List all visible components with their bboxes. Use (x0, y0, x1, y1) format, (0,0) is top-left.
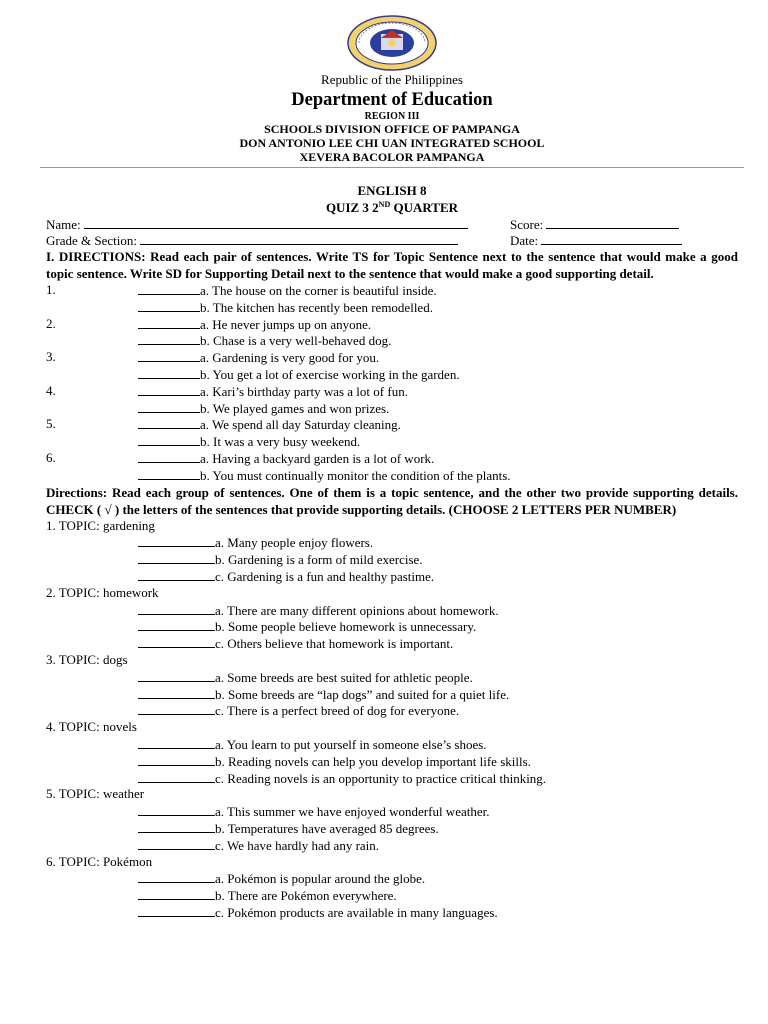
sentence-text: a. Kari’s birthday party was a lot of fun. (200, 383, 408, 399)
sentence-text: b. Gardening is a form of mild exercise. (215, 552, 423, 568)
answer-blank[interactable] (138, 450, 200, 463)
part2-list (46, 518, 738, 921)
sentence-option (138, 602, 499, 620)
school-address: XEVERA BACOLOR PAMPANGA (299, 150, 485, 164)
part1-item-row (46, 400, 738, 417)
part1-list (46, 282, 738, 484)
sentence-option (138, 568, 434, 586)
check-blank[interactable] (138, 551, 215, 564)
item-number: 6. (46, 449, 56, 465)
check-blank[interactable] (138, 602, 215, 615)
part2-option-row (46, 686, 738, 703)
check-blank[interactable] (138, 618, 215, 631)
sentence-option (138, 753, 531, 771)
part1-item-row (46, 316, 738, 333)
sentence-text: c. Pokémon products are available in many languages. (215, 904, 498, 920)
sentence-option (138, 416, 401, 434)
score-label: Score: (510, 217, 547, 232)
sentence-text: a. Having a backyard garden is a lot of work. (200, 450, 435, 466)
sentence-text: a. There are many different opinions about homework. (215, 602, 499, 618)
sentence-text: b. The kitchen has recently been remodelled. (200, 299, 433, 315)
sentence-text: a. Pokémon is popular around the globe. (215, 871, 426, 887)
check-blank[interactable] (138, 870, 215, 883)
check-blank[interactable] (138, 837, 215, 850)
sentence-option (138, 332, 391, 350)
sentence-text: a. Gardening is very good for you. (200, 350, 380, 366)
answer-blank[interactable] (138, 433, 200, 446)
sentence-option (138, 316, 371, 334)
sentence-text: b. Temperatures have averaged 85 degrees. (215, 820, 439, 836)
department-title: Department of Education (291, 90, 493, 110)
grade-section-blank[interactable] (140, 232, 458, 245)
topic-heading: 1. TOPIC: gardening (46, 517, 155, 533)
name-score-row (46, 216, 738, 232)
answer-blank[interactable] (138, 400, 200, 413)
sentence-text: c. Others believe that homework is important. (215, 636, 454, 652)
topic-heading: 6. TOPIC: Pokémon (46, 853, 153, 869)
check-blank[interactable] (138, 904, 215, 917)
topic-heading: 2. TOPIC: homework (46, 584, 159, 600)
answer-blank[interactable] (138, 299, 200, 312)
check-blank[interactable] (138, 736, 215, 749)
part2-option-row (46, 904, 738, 921)
sentence-option (138, 803, 489, 821)
part1-item-row (46, 383, 738, 400)
sentence-option (138, 887, 397, 905)
sentence-option (138, 770, 546, 788)
sentence-option (138, 349, 379, 367)
check-blank[interactable] (138, 568, 215, 581)
part1-item-row (46, 416, 738, 433)
part1-item-row (46, 282, 738, 299)
sentence-text: a. This summer we have enjoyed wonderful weather. (215, 804, 490, 820)
sentence-text: b. Some breeds are “lap dogs” and suited for a quiet life. (215, 686, 510, 702)
answer-blank[interactable] (138, 383, 200, 396)
sentence-text: a. You learn to put yourself in someone else’s shoes. (215, 736, 487, 752)
check-blank[interactable] (138, 770, 215, 783)
quiz-title: QUIZ 3 2ND QUARTER (325, 200, 459, 215)
sentence-text: a. He never jumps up on anyone. (200, 316, 372, 332)
sentence-option (138, 299, 433, 317)
sentence-option (138, 820, 439, 838)
answer-blank[interactable] (138, 416, 200, 429)
sentence-text: b. Some people believe homework is unnecessary. (215, 619, 477, 635)
answer-blank[interactable] (138, 282, 200, 295)
check-blank[interactable] (138, 534, 215, 547)
sentence-option (138, 400, 389, 418)
sentence-option (138, 383, 408, 401)
item-number: 3. (46, 349, 56, 365)
part2-option-row (46, 770, 738, 787)
name-blank[interactable] (84, 216, 468, 229)
part1-item-row (46, 299, 738, 316)
part2-option-row (46, 870, 738, 887)
part2-option-row (46, 534, 738, 551)
part2-option-row (46, 820, 738, 837)
part2-option-row (46, 736, 738, 753)
part1-directions: I. DIRECTIONS: Read each pair of sentences. Write TS for Topic Sentence next to the sentence that would make a good topic sentence. Write SD for Supporting Detail next to the sentence that would make a good supporting detail. (46, 249, 738, 281)
sentence-text: c. Reading novels is an opportunity to practice critical thinking. (215, 770, 547, 786)
part2-option-row (46, 837, 738, 854)
subject-title: ENGLISH 8 (357, 183, 427, 198)
check-blank[interactable] (138, 635, 215, 648)
answer-blank[interactable] (138, 349, 200, 362)
check-blank[interactable] (138, 702, 215, 715)
check-blank[interactable] (138, 887, 215, 900)
item-number: 1. (46, 282, 56, 297)
topic-heading: 3. TOPIC: dogs (46, 651, 128, 667)
division-text: SCHOOLS DIVISION OFFICE OF PAMPANGA (264, 122, 520, 136)
check-blank[interactable] (138, 803, 215, 816)
part2-option-row (46, 887, 738, 904)
sentence-option (138, 669, 473, 687)
sentence-text: b. It was a very busy weekend. (200, 434, 361, 450)
sentence-option (138, 450, 434, 468)
item-number: 4. (46, 382, 56, 398)
deped-seal-icon (345, 14, 439, 72)
topic-heading: 4. TOPIC: novels (46, 719, 137, 735)
sentence-text: a. We spend all day Saturday cleaning. (200, 417, 401, 433)
part2-option-row (46, 635, 738, 652)
sentence-option (138, 467, 511, 485)
sentence-text: b. We played games and won prizes. (200, 400, 390, 416)
part2-option-row (46, 602, 738, 619)
school-name: DON ANTONIO LEE CHI UAN INTEGRATED SCHOOL (239, 136, 545, 150)
sentence-text: b. You must continually monitor the condition of the plants. (200, 467, 511, 483)
quiz-page (46, 14, 738, 921)
check-blank[interactable] (138, 820, 215, 833)
part2-option-row (46, 803, 738, 820)
answer-blank[interactable] (138, 316, 200, 329)
sentence-option (138, 736, 487, 754)
part2-option-row (46, 753, 738, 770)
sentence-option (138, 618, 476, 636)
item-number: 5. (46, 416, 56, 432)
check-blank[interactable] (138, 753, 215, 766)
sentence-option (138, 433, 360, 451)
sentence-option (138, 904, 498, 922)
sentence-option (138, 551, 423, 569)
sentence-option (138, 686, 509, 704)
score-blank[interactable] (546, 216, 679, 229)
name-label: Name: (46, 217, 84, 232)
part2-option-row (46, 568, 738, 585)
sentence-text: c. There is a perfect breed of dog for everyone. (215, 703, 460, 719)
republic-text: Republic of the Philippines (321, 72, 463, 87)
sentence-text: c. Gardening is a fun and healthy pastime. (215, 568, 435, 584)
region-text: REGION III (364, 111, 420, 122)
sentence-text: b. You get a lot of exercise working in the garden. (200, 366, 460, 382)
part1-item-row (46, 366, 738, 383)
sentence-text: c. We have hardly had any rain. (215, 837, 380, 853)
check-blank[interactable] (138, 686, 215, 699)
check-blank[interactable] (138, 669, 215, 682)
sentence-option (138, 870, 425, 888)
answer-blank[interactable] (138, 332, 200, 345)
sentence-option (138, 837, 379, 855)
sentence-option (138, 282, 437, 300)
sentence-text: b. Chase is a very well-behaved dog. (200, 333, 392, 349)
sentence-text: a. Many people enjoy flowers. (215, 535, 374, 551)
part1-item-row (46, 467, 738, 484)
date-blank[interactable] (541, 232, 682, 245)
part2-option-row (46, 669, 738, 686)
sentence-option (138, 635, 453, 653)
topic-heading: 5. TOPIC: weather (46, 786, 145, 802)
sentence-option (138, 702, 459, 720)
part1-item-row (46, 450, 738, 467)
sentence-text: b. There are Pokémon everywhere. (215, 888, 397, 904)
date-label: Date: (510, 233, 542, 248)
item-number: 2. (46, 315, 56, 331)
part1-item-row (46, 433, 738, 450)
part2-option-row (46, 551, 738, 568)
grade-date-row (46, 232, 738, 248)
grade-section-label: Grade & Section: (46, 233, 141, 248)
sentence-text: a. The house on the corner is beautiful inside. (200, 283, 437, 298)
sentence-option (138, 534, 373, 552)
part1-item-row (46, 332, 738, 349)
part2-option-row (46, 702, 738, 719)
answer-blank[interactable] (138, 467, 200, 480)
sentence-text: b. Reading novels can help you develop important life skills. (215, 753, 531, 769)
answer-blank[interactable] (138, 366, 200, 379)
sentence-option (138, 366, 460, 384)
sentence-text: a. Some breeds are best suited for athletic people. (215, 669, 473, 685)
part2-directions: Directions: Read each group of sentences. One of them is a topic sentence, and the other two provide supporting details. CHECK ( √ ) the letters of the sentences that provide supporting details. (CHOOSE 2 LETTERS PER NUMBER) (46, 484, 738, 517)
part2-option-row (46, 618, 738, 635)
part1-item-row (46, 349, 738, 366)
